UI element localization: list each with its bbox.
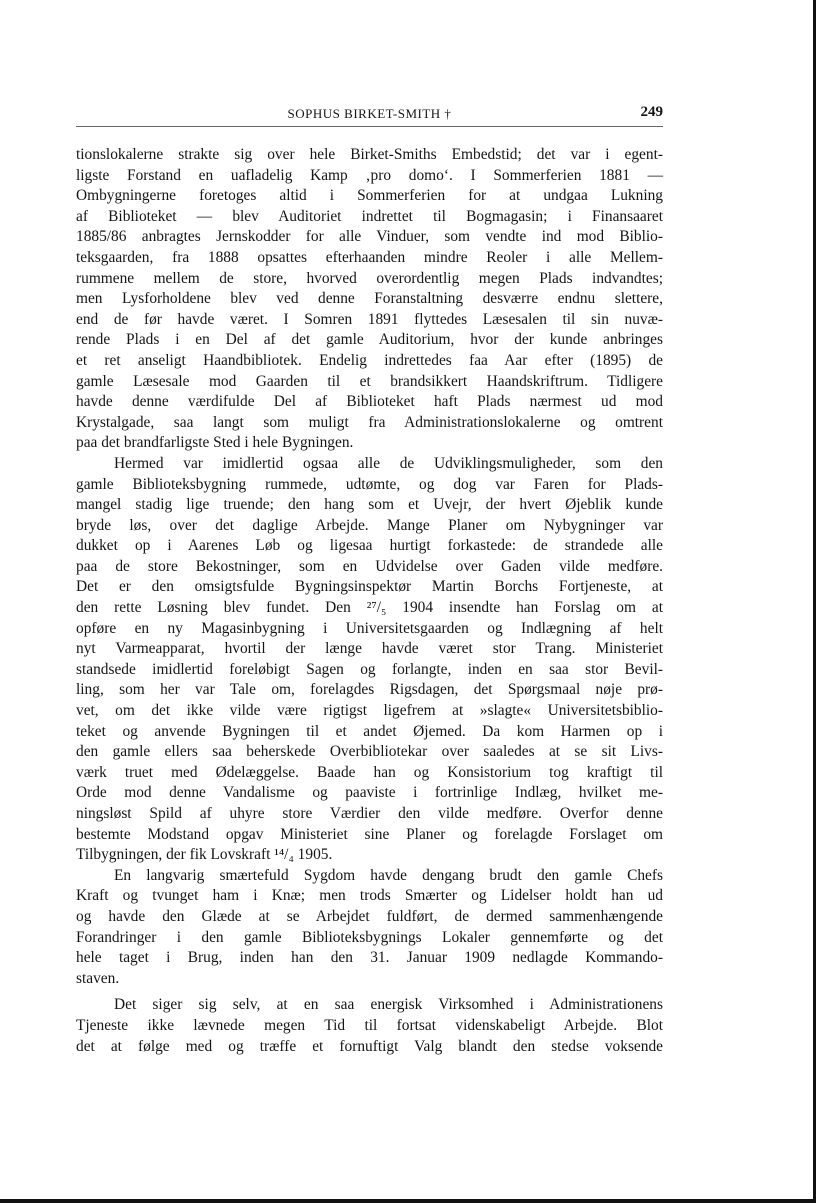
running-head (76, 104, 663, 127)
text-line: tionslokalerne strakte sig over hele Birket-Smiths Embedstid; det var i egent- (76, 146, 663, 163)
text-line: vet, om det ikke vilde være rigtigst ligefrem at »slagte« Universitetsbiblio- (76, 702, 663, 720)
paragraph-4 (76, 995, 663, 1057)
text-line: det at følge med og træffe et fornuftigt Valg blandt den stedse voksende (76, 1037, 663, 1055)
text-line: Tilbygningen, der fik Lovskraft ¹⁴/₄ 1905. (76, 846, 333, 864)
text-line: Kraft og tvunget ham i Knæ; men trods Smærter og Lidelser holdt han ud (76, 887, 663, 905)
text-line: paa de store Bekostninger, som en Udvidelse over Gaden vilde medføre. (76, 557, 663, 575)
text-line: ling, som her var Tale om, forelagdes Rigsdagen, det Spørgsmaal nøje prø- (76, 681, 663, 699)
page-number: 249 (640, 104, 663, 120)
text-line: En langvarig smærtefuld Sygdom havde dengang brudt den gamle Chefs (114, 866, 663, 884)
text-line: af Biblioteket — blev Auditoriet indrettet til Bogmagasin; i Finansaaret (76, 207, 663, 225)
paragraph-1 (76, 145, 663, 454)
text-line: 1885/86 anbragtes Jernskodder for alle Vinduer, som vendte ind mod Biblio- (76, 228, 663, 246)
paragraph-3 (76, 866, 663, 990)
text-line: ningsløst Spild af uhyre store Værdier den vilde medføre. Overfor denne (76, 805, 663, 822)
text-line: end de før havde været. I Somren 1891 flyttedes Læsesalen til sin nuvæ- (76, 310, 663, 328)
text-line: den rette Løsning blev fundet. Den ²⁷/₅ 1904 insendte han Forslag om at (76, 599, 663, 617)
text-line: rummene mellem de store, hvorved overordentlig megen Plads indvandtes; (76, 269, 663, 287)
text-line: rende Plads i en Del af det gamle Auditorium, hvor der kunde anbringes (76, 331, 663, 349)
text-line: gamle Læsesale mod Gaarden til et brandsikkert Haandskriftrum. Tidligere (76, 372, 663, 390)
text-line: Tjeneste ikke lævnede megen Tid til fortsat videnskabeligt Arbejde. Blot (76, 1016, 663, 1034)
text-line: Forandringer i den gamle Biblioteksbygnings Lokaler gennemførte og det (76, 928, 663, 946)
text-line: teksgaarden, fra 1888 opsattes efterhaanden mindre Reoler i alle Mellem- (76, 248, 663, 266)
text-line: hele taget i Brug, inden han den 31. Januar 1909 nedlagde Kommando- (76, 949, 663, 967)
body-text (76, 145, 663, 1057)
text-line: gamle Biblioteksbygning rummede, udtømte, og dog var Faren for Plads- (76, 475, 663, 493)
text-line: ligste Forstand en uafladelig Kamp ‚pro domo‘. I Sommerferien 1881 — (76, 166, 663, 184)
text-line: teket og anvende Bygningen til et andet Øjemed. Da kom Harmen op i (76, 722, 663, 740)
book-page (76, 104, 663, 1057)
text-line: Krystalgade, saa langt som muligt fra Administrationslokalerne og omtrent (76, 413, 663, 431)
scan-edge-bottom (0, 1199, 816, 1203)
text-line: havde denne værdifulde Del af Biblioteket haft Plads nærmest ud mod (76, 393, 663, 411)
text-line: Hermed var imidlertid ogsaa alle de Udviklingsmuligheder, som den (114, 454, 663, 472)
text-line: standsede imidlertid foreløbigt Sagen og forlangte, inden en saa stor Bevil- (76, 660, 663, 678)
text-line: og havde den Glæde at se Arbejdet fuldført, de dermed sammenhængende (76, 907, 663, 925)
text-line: bryde løs, over det daglige Arbejde. Mange Planer om Nybygninger var (76, 516, 663, 534)
text-line: staven. (76, 969, 120, 987)
text-line: paa det brandfarligste Sted i hele Bygningen. (76, 434, 354, 452)
text-line: den gamle ellers saa beherskede Overbibliotekar over saaledes at se sit Livs- (76, 743, 663, 761)
running-title: SOPHUS BIRKET-SMITH † (287, 106, 452, 121)
text-line: Ombygningerne foretoges altid i Sommerferien for at undgaa Lukning (76, 187, 663, 205)
text-line: mangel stadig lige truende; den hang som et Uvejr, der hvert Øjeblik kunde (76, 496, 663, 514)
text-line: Det siger sig selv, at en saa energisk Virksomhed i Administrationens (114, 996, 663, 1014)
text-line: Orde mod denne Vandalisme og paaviste i fortrinlige Indlæg, hvilket me- (76, 784, 663, 802)
text-line: Det er den omsigtsfulde Bygningsinspektør Martin Borchs Fortjeneste, at (76, 578, 663, 596)
text-line: et ret anseligt Haandbibliotek. Endelig indrettedes faa Aar efter (1895) de (76, 351, 663, 369)
paragraph-2 (76, 454, 663, 866)
text-line: dukket op i Aarenes Løb og ligesaa hurtigt forkastede: de strandede alle (76, 537, 663, 555)
text-line: nyt Varmeapparat, hvortil der længe havde været stor Trang. Ministeriet (76, 640, 663, 658)
text-line: bestemte Modstand opgav Ministeriet sine Planer og forelagde Forslaget om (76, 825, 663, 843)
text-line: værk truet med Ødelæggelse. Baade han og Konsistorium tog kraftigt til (76, 763, 663, 781)
text-line: opføre en ny Magasinbygning i Universitetsgaarden og Indlægning af helt (76, 619, 663, 637)
text-line: men Lysforholdene blev ved denne Foranstaltning desværre endnu slettere, (76, 290, 663, 308)
